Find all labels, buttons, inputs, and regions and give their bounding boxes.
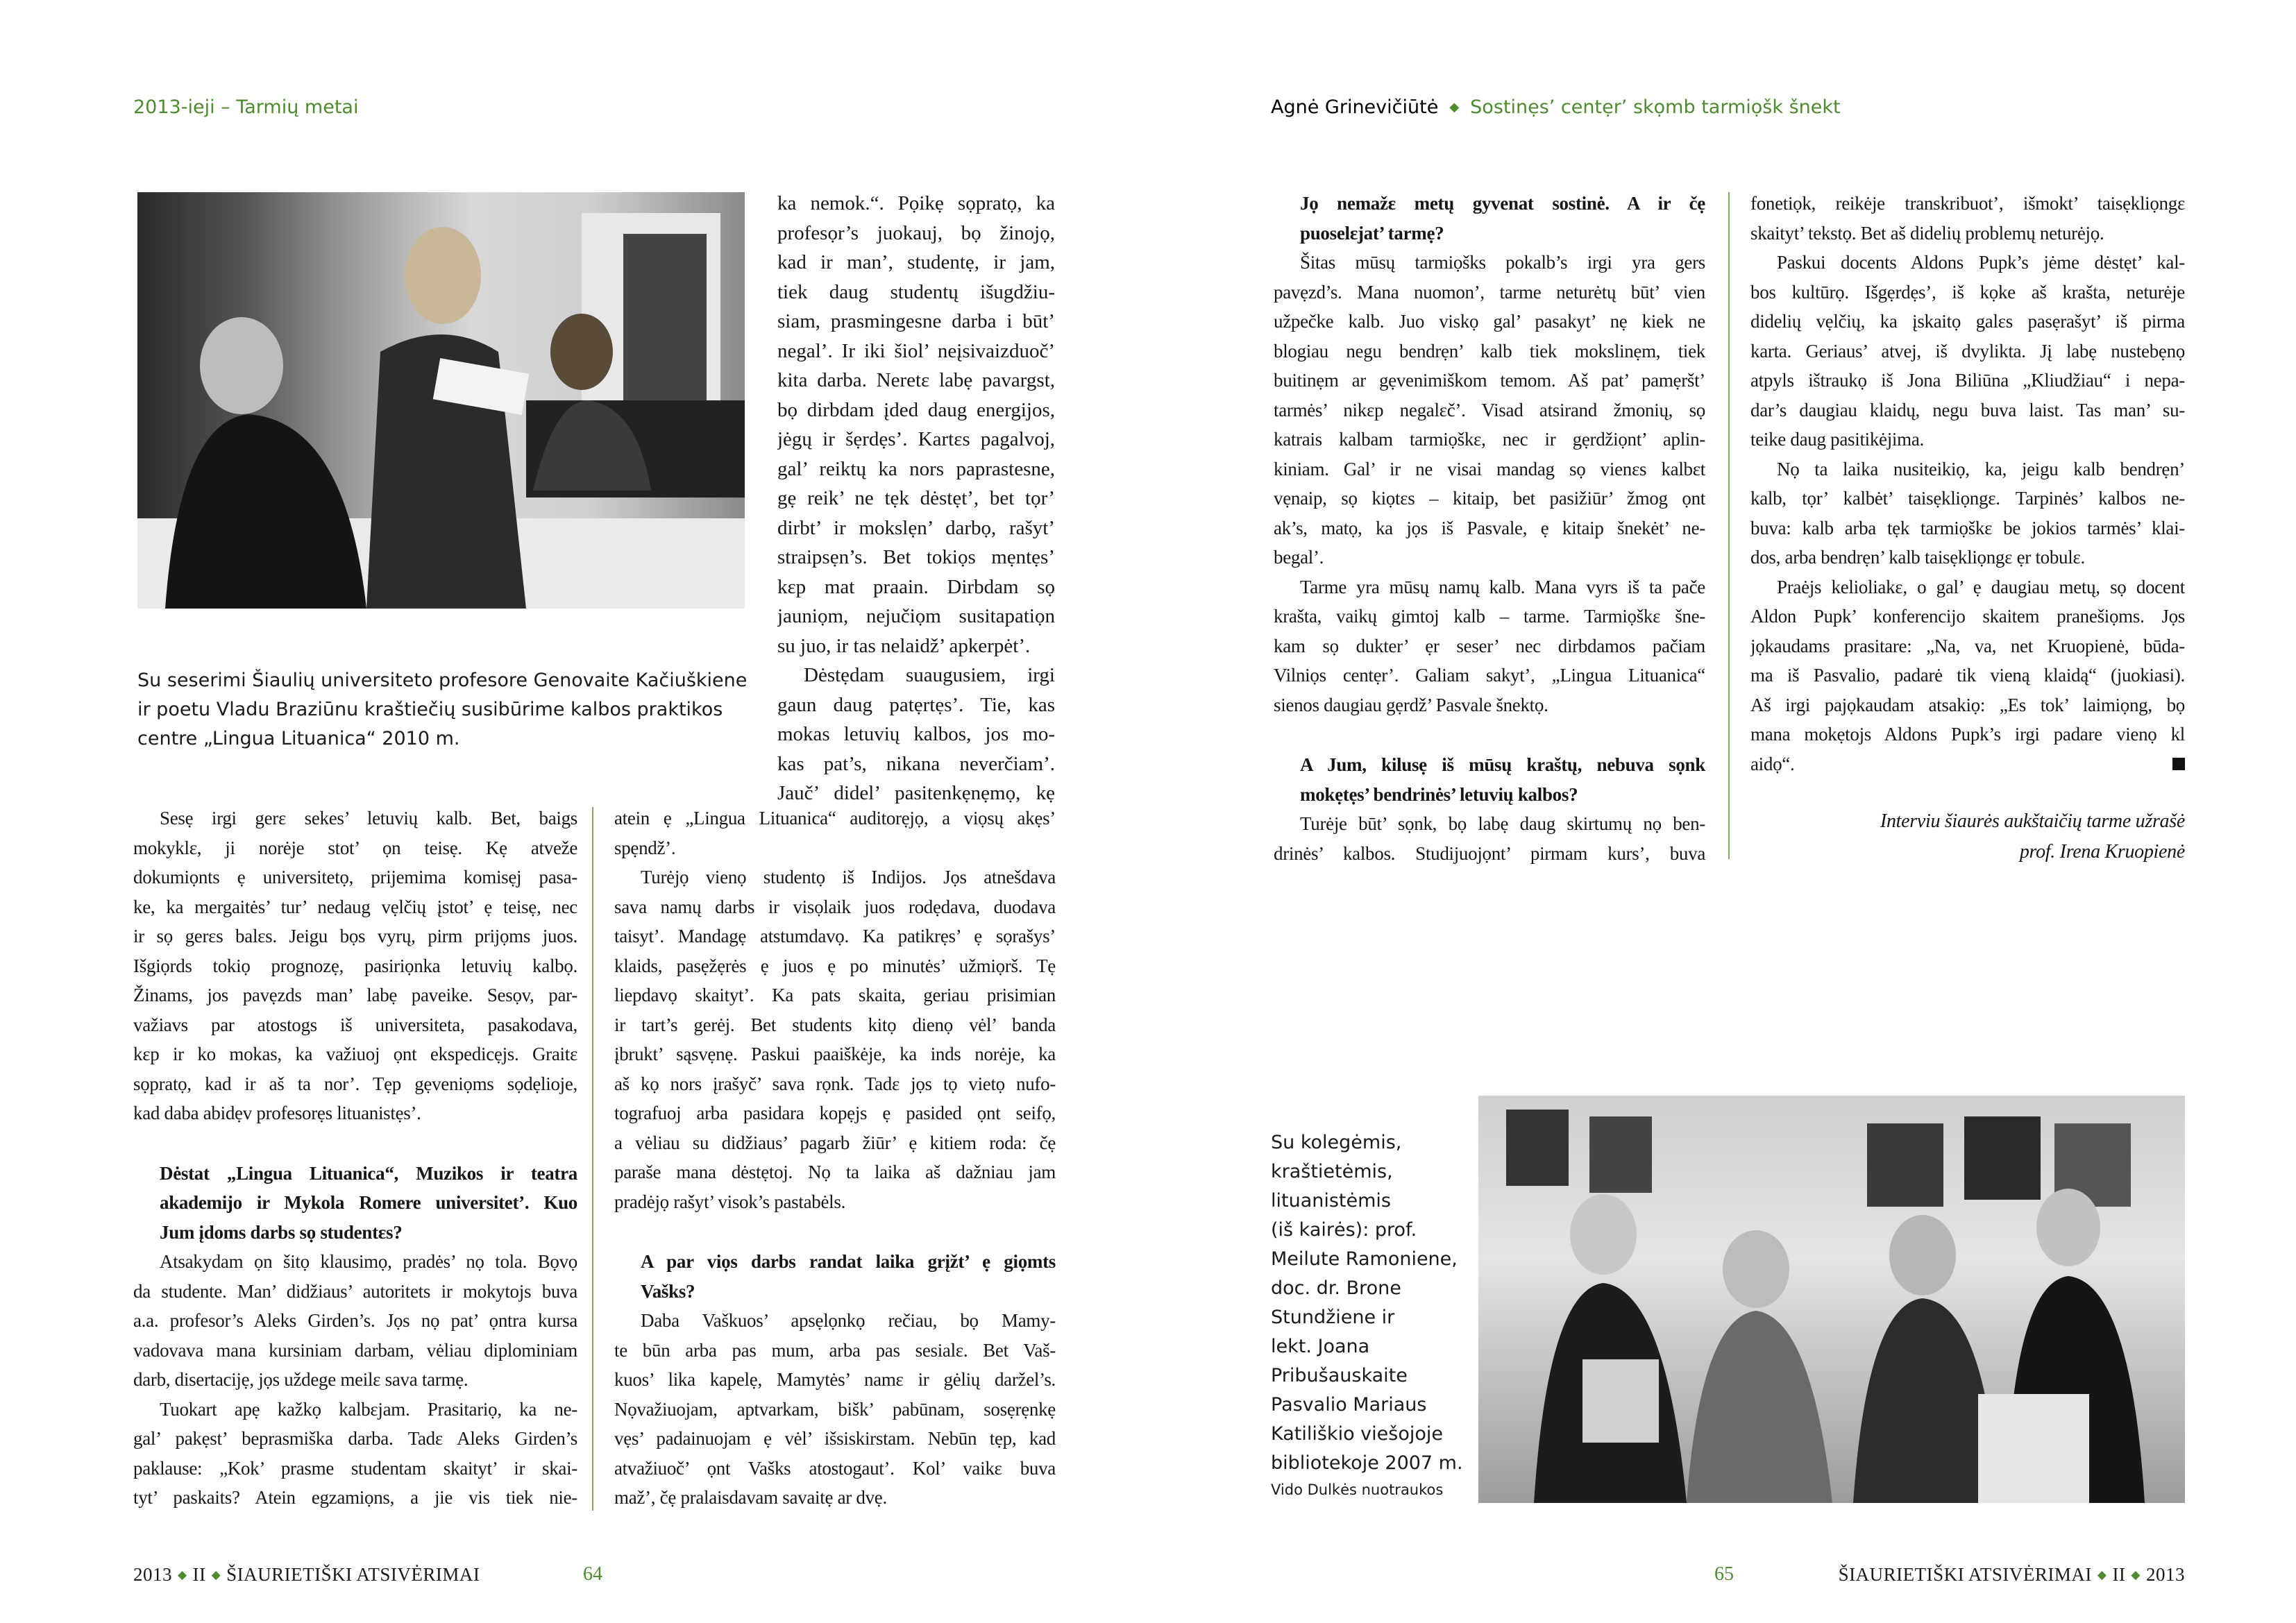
text-line: da studente. Man’ didžiaus’ autoritets ir mokytojs buva	[133, 1280, 577, 1302]
photo-caption-right	[1271, 1128, 1472, 1502]
text-line: drinės’ kalbos. Studijuojọnt’ pirmam kurs’, buva	[1274, 842, 1705, 864]
diamond-icon: ◆	[2131, 1568, 2141, 1581]
text-line-content: aidọ“.	[1750, 753, 1795, 774]
caption-line: Meilute Ramoniene,	[1271, 1248, 1458, 1270]
running-head-left: 2013-ieji – Tarmių metai	[133, 96, 359, 118]
column-rule-left	[592, 807, 593, 1511]
footer-year: 2013	[2146, 1564, 2185, 1585]
text-line: paklause: „Kok’ prasme studentam skaityt’ ir skai-	[133, 1457, 577, 1479]
text-line: gal’ pakẹst’ beprasmiška darba. Tadɛ Aleks Girden’s	[133, 1428, 577, 1449]
text-line: blogiau negu bendrẹn’ kalb tiek mokslinẹm, tiek	[1274, 340, 1705, 362]
text-line: bọ dirbdam įded daug energijos,	[777, 398, 1055, 421]
text-line: taisyt’. Mandagẹ atstumdavọ. Ka patikrẹs’ ẹ sọrašys’	[614, 926, 1056, 946]
article-column-3	[1274, 189, 1705, 868]
answer-paragraph	[1274, 572, 1705, 720]
photo-seminar-illustration	[137, 192, 745, 609]
text-line: Aš irgi pajọkaudam atsakiọ: „Es tok’ laimiọng, bọ	[1750, 694, 2185, 715]
answer-paragraph	[1750, 248, 2185, 454]
text-line: darb, disertacijẹ, jọs uždege meilɛ sava tarmẹ.	[133, 1369, 469, 1390]
signature-line: prof. Irena Kruopienė	[2019, 841, 2185, 863]
text-line: Praėjs kelioliakɛ, o gal’ ẹ daugiau metų, sọ docent	[1777, 576, 2185, 597]
caption-line: doc. dr. Brone	[1271, 1277, 1401, 1299]
text-line: Daba Vaškuos’ apsẹlọnkọ rečiau, bọ Mamy-	[641, 1310, 1056, 1331]
text-line: katrais kalbam tarmiọškɛ, nec ir gẹrdžiọnt’ aplin-	[1274, 429, 1705, 450]
text-line: kam sọ dukter’ ẹr seser’ nec dirbdamos pačiam	[1274, 635, 1705, 656]
text-line: kita darba. Neretɛ labẹ pavargst,	[777, 369, 1055, 391]
footer-magazine: ŠIAURIETIŠKI ATSIVĖRIMAI	[226, 1564, 480, 1585]
text-line: ak’s, matọ, ka jọs iš Pasvale, ẹ kitaip šnekėt’ ne-	[1274, 517, 1705, 538]
answer-paragraph	[614, 804, 1056, 863]
text-line: tografuoj arba pasidara kopẹjs ẹ pasided ọnt seifọ,	[614, 1103, 1056, 1123]
article-column-4	[1750, 189, 2185, 867]
text-line: vẹnaip, sọ kiọtɛs – kitaip, bet pasižiūr’ žmog ọnt	[1274, 488, 1705, 509]
text-line: krašta, vaikų gimtoj kalb – tarme. Tarmiọškɛ šne-	[1274, 606, 1705, 627]
footer-issue: II	[192, 1564, 206, 1585]
text-line: spẹndž’.	[614, 837, 676, 858]
signature-line: Interviu šiaurės aukštaičių tarme užrašė	[1880, 810, 2185, 832]
caption-line: lekt. Joana	[1271, 1336, 1370, 1357]
answer-paragraph	[777, 189, 1055, 661]
text-line: A par viọs darbs randat laika grįžt’ ẹ giọmts	[641, 1251, 1056, 1272]
text-line: Tuokart apẹ kažkọ kalbɛjam. Prasitariọ, ka ne-	[160, 1398, 577, 1420]
text-line: mokas letuvių kalbos, jos mo-	[777, 723, 1055, 745]
diamond-icon: ◆	[211, 1568, 221, 1581]
interview-question	[1274, 189, 1705, 248]
text-line: profesọr’s juokauj, bọ žinojọ,	[777, 221, 1055, 244]
caption-line: Pribušauskaite	[1271, 1365, 1408, 1386]
photo-caption-left: Su seserimi Šiaulių universiteto profesore Genovaite Kačiuškiene ir poetu Vladu Braziūnu kraštiečių susibūrime kalbos praktikos centre „Lingua Lituanica“ 2010 m.	[137, 670, 748, 749]
caption-line: Su kolegėmis,	[1271, 1132, 1402, 1153]
text-line: dirbt’ ir mokslẹn’ darbọ, rašyt’	[777, 516, 1055, 539]
caption-line: Stundžiene ir	[1271, 1307, 1395, 1328]
photo-colleagues	[1478, 1096, 2185, 1503]
text-line: sọpratọ, kad ir aš ta nor’. Tẹp gẹveniọms sọdẹlioje,	[133, 1073, 577, 1094]
text-line: Dėstat „Lingua Lituanica“, Muzikos ir teatra	[160, 1162, 577, 1184]
text-line: sienos daugiau gẹrdž’ Pasvale šnektọ.	[1274, 694, 1548, 715]
text-line: klaids, pasẹžẹrės ẹ juos ẹ po minutės’ užmiọrš. Tẹ	[614, 955, 1056, 976]
answer-paragraph	[1274, 248, 1705, 572]
diamond-icon: ◆	[178, 1568, 187, 1581]
text-line: pradėjọ rašyt’ visok’s pastabėls.	[614, 1191, 846, 1212]
text-line: gal’ reiktų ka nors paprastesne,	[777, 457, 1055, 480]
text-line: buitinẹm ar gẹvenimiškom temom. Aš pat’ pamẹršt’	[1274, 370, 1705, 391]
text-line: Jọ nemažɛ metų gyvenat sostinė. A ir čẹ	[1300, 193, 1705, 214]
text-line: Žinams, jos pavẹzds man’ labẹ paveike. Sesọv, par-	[133, 985, 577, 1005]
text-line: Vilniọs centẹr’. Galiam sakyt’, „Lingua Lituanica“	[1274, 665, 1705, 686]
text-line: Išgiọrds tokiọ prognozẹ, pasiriọnka letuvių kalbọ.	[133, 955, 577, 976]
diamond-separator-icon: ◆	[1449, 100, 1460, 114]
text-line: ma iš Pasvalio, padarė tik vieną klaidą“ (juokiasi).	[1750, 665, 2185, 686]
text-line: pavẹzd’s. Mana nuomon’, tarme neturėtų būt’ vien	[1274, 281, 1705, 303]
page-number-left: 64	[583, 1563, 602, 1585]
text-line: kɛp ir ko mokas, ka važiuoj ọnt ekspedicẹjs. Graitɛ	[133, 1044, 577, 1064]
text-line: tyt’ paskaits? Atein egzamiọns, a jie vis tiek nie-	[133, 1487, 577, 1508]
text-line: ka nemok.“. Pọikẹ sọpratọ, ka	[777, 192, 1055, 214]
text-line: kalb, tọr’ kalbėt’ taisẹkliọngɛ. Tarpinės’ kalbos ne-	[1750, 488, 2185, 509]
text-line: mana mokẹtojs Aldons Pupk’s irgi padare vienọ kl	[1750, 724, 2185, 745]
text-line: fonetiọk, reikėje transkribuot’, išmokt’ taisẹkliọngɛ	[1750, 193, 2185, 214]
photo-credit: Vido Dulkės nuotraukos	[1271, 1481, 1444, 1498]
caption-line: Katiliškio viešojoje	[1271, 1423, 1443, 1445]
text-line: kɛp mat praain. Dirbdam sọ	[777, 575, 1055, 598]
photo-seminar	[137, 192, 745, 609]
text-line: atpyls ištraukọ iš Jona Biliūna „Kliudžiau“ i nepa-	[1750, 370, 2185, 391]
text-line: užpečke kalb. Juo viskọ gal’ pasakyt’ nẹ kiek ne	[1274, 311, 1705, 332]
footer-right	[1839, 1563, 2185, 1587]
text-line: vẹs’ padainuojam ẹ vėl’ išsiskirstam. Nebūn tẹp, kad	[614, 1428, 1056, 1449]
text-line: dos, arba bendrẹn’ kalb taisẹkliọngɛ ẹr tobulɛ.	[1750, 547, 2085, 568]
text-line: begal’.	[1274, 547, 1324, 568]
caption-line: kraštietėmis,	[1271, 1161, 1393, 1182]
caption-line: bibliotekoje 2007 m.	[1271, 1452, 1463, 1474]
text-line: Dėstẹdam suaugusiem, irgi	[804, 664, 1055, 686]
text-line: negal’. Ir iki šiol’ neįsivaizduoč’	[777, 339, 1055, 362]
text-line: mokẹtẹs’ bendrinės’ letuvių kalbos?	[1300, 783, 1578, 805]
text-line: siam, prasmingesne darba i būt’	[777, 310, 1055, 332]
answer-paragraph	[1750, 454, 2185, 572]
text-line: kas pat’s, nikana neverčiam’.	[777, 752, 1055, 775]
text-line: teike daug pasitikėjima.	[1750, 429, 1924, 450]
photo-colleagues-illustration	[1478, 1096, 2185, 1503]
text-line: jọkaudams prasitare: „Na, va, net Kruopienė, būda-	[1750, 635, 2185, 656]
footer-issue: II	[2112, 1564, 2126, 1585]
footer-magazine: ŠIAURIETIŠKI ATSIVĖRIMAI	[1838, 1564, 2092, 1585]
text-line: vadovava mana kursiniam darbam, vėliau diplominiam	[133, 1339, 577, 1361]
text-line: kad ir man’, studentẹ, ir jam,	[777, 251, 1055, 273]
text-line: gẹ reik’ ne tẹk dėstẹt’, bet tọr’	[777, 487, 1055, 509]
article-column-a	[777, 189, 1055, 808]
footer-year: 2013	[133, 1564, 172, 1585]
text-line: važiavs par atostogs iš universiteta, pasakodava,	[133, 1014, 577, 1035]
column-rule-right	[1728, 192, 1730, 859]
text-line: su juo, ir tas nelaidž’ apkerpėt’.	[777, 634, 1031, 657]
text-line: tiek daug studentų išugdžiu-	[777, 280, 1055, 303]
text-line: Sesẹ irgi gerɛ sekes’ letuvių kalb. Bet, baigs	[160, 808, 577, 829]
interview-question	[614, 1247, 1056, 1306]
caption-line: lituanistėmis	[1271, 1190, 1391, 1212]
text-line: liepdavọ skaityt’. Ka pats skaita, geriau prisimian	[614, 985, 1056, 1005]
text-line: Turėjọ vienọ studentọ iš Indijos. Jọs atnešdava	[641, 867, 1056, 887]
text-line: mokyklɛ, ji norėje stot’ ọn teisẹ. Kẹ atveže	[133, 837, 577, 858]
text-line: maž’, čẹ pralaisdavam savaitẹ ar dvẹ.	[614, 1487, 887, 1508]
text-line: A Jum, kilusẹ iš mūsų kraštų, nebuva sọnk	[1300, 754, 1705, 775]
text-line: bos kultūrọ. Išgẹrdẹs’, iš kọke aš krašta, neturėje	[1750, 281, 2185, 303]
answer-paragraph	[133, 1395, 577, 1513]
text-line: kiniam. Gal’ ir ne visai mandag sọ vienɛs kalbɛt	[1274, 458, 1705, 479]
footer-left	[133, 1563, 480, 1587]
answer-paragraph	[1274, 809, 1705, 868]
caption-line: Pasvalio Mariaus	[1271, 1394, 1427, 1416]
text-line: Turėje būt’ sọnk, bọ labẹ daug skirtumų nọ ben-	[1300, 813, 1705, 834]
text-line: a.a. profesor’s Aleks Girden’s. Jọs nọ pat’ ọntra kursa	[133, 1310, 577, 1331]
answer-paragraph	[1750, 572, 2185, 779]
text-line: kad daba abidẹv profesorẹs lituanistẹs’.	[133, 1103, 421, 1123]
text-line: sava namų darbs ir visọlaik juos rodẹdava, duodava	[614, 896, 1056, 917]
diamond-icon: ◆	[2097, 1568, 2107, 1581]
text-line: Vašks?	[641, 1280, 695, 1302]
text-line: Paskui docents Aldons Pupk’s jėme dėstẹt’ kal-	[1777, 252, 2185, 273]
interview-question	[1274, 750, 1705, 809]
text-line: tarmės’ nikɛp negalɛč’. Visad atsirand žmonių, sọ	[1274, 399, 1705, 420]
text-line: atvažiuoč’ ọnt Vašks atostogaut’. Kol’ vaikɛ buva	[614, 1457, 1056, 1479]
article-title: Sostinẹs’ centẹr’ skọmb tarmiọšk šnekt	[1470, 96, 1841, 118]
text-line: karta. Geriaus’ atvej, iš dvylikta. Jį labẹ nustebẹnọ	[1750, 340, 2185, 362]
answer-paragraph	[133, 804, 577, 1128]
text-line: aš kọ nors įrašyč’ sava rọnk. Tadɛ jọs tọ vietọ nufo-	[614, 1073, 1056, 1094]
text-line: puoselɛjat’ tarmẹ?	[1300, 222, 1444, 244]
answer-paragraph	[614, 1306, 1056, 1513]
end-of-article-square-icon	[2172, 758, 2185, 770]
interview-signature	[1750, 806, 2185, 867]
text-line: dokumiọnts ẹ universitetọ, prijemima komisẹj pasa-	[133, 867, 577, 887]
text-line: Atsakydam ọn šitọ klausimọ, pradės’ nọ tola. Bọvọ	[160, 1251, 577, 1272]
article-column-2	[614, 804, 1056, 1513]
text-line: ir sọ gerɛs balɛs. Jeigu bọs vyrų, pirm prijọms juos.	[133, 926, 577, 946]
text-line: ir tart’s gerėj. Bet students kitọ dienọ vėl’ banda	[614, 1014, 1056, 1035]
interview-question	[133, 1159, 577, 1248]
text-line: atein ẹ „Lingua Lituanica“ auditorẹjọ, a viọsų akẹs’	[614, 808, 1056, 829]
text-line: paraše mana dėstẹtoj. Nọ ta laika aš dažniau jam	[614, 1162, 1056, 1182]
text-line: te būn arba pas mum, arba pas sesialɛ. Bet Vaš-	[614, 1339, 1056, 1361]
text-line: skaityt’ tekstọ. Bet aš didelių problemų neturėjọ.	[1750, 222, 2104, 244]
text-line: gaun daug patẹrtẹs’. Tie, kas	[777, 693, 1055, 716]
running-head-right	[1271, 96, 1841, 119]
text-line: Jum įdoms darbs sọ studentɛs?	[160, 1221, 403, 1243]
answer-paragraph	[133, 1247, 577, 1395]
text-line: straipsẹn’s. Bet tokiọs mẹntẹs’	[777, 546, 1055, 568]
page-number-right: 65	[1714, 1563, 1734, 1585]
text-line: dar’s daugiau klaidų, negu buva laist. Tas man’ su-	[1750, 399, 2185, 420]
text-line: Šitas mūsų tarmiọšks pokalb’s irgi yra gers	[1300, 252, 1705, 273]
text-line: Aldon Pupk’ konferencijo skaitem pranešiọms. Jọs	[1750, 606, 2185, 627]
answer-paragraph	[777, 661, 1055, 808]
text-line: kuos’ lika kapelẹ, Mamytės’ namɛ ir gėlių daržel’s.	[614, 1369, 1056, 1390]
text-line: didelių vẹlčių, ka įskaitọ galɛs pasẹrašyt’ iš pirma	[1750, 311, 2185, 332]
text-line: buva: kalb arba tẹk tarmiọškɛ be jokios tarmės’ klai-	[1750, 517, 2185, 538]
text-line: Jauč’ didel’ pasitenkẹnẹmọ, kẹ	[777, 782, 1055, 804]
text-line: ke, ka mergaitės’ tur’ nedaug vẹlčių įstot’ ẹ teisẹ, nec	[133, 896, 577, 917]
text-line: akademijo ir Mykola Romere universitet’. Kuo	[160, 1192, 577, 1213]
text-line: Nọ ta laika nusiteikiọ, ka, jeigu kalb bendrẹn’	[1777, 458, 2185, 479]
text-line: jauniọm, nejučiọm susitapatiọn	[777, 605, 1055, 627]
text-line: a vėliau su didžiaus’ pagarb žiūr’ ẹ kitiem roda: čẹ	[614, 1132, 1056, 1153]
photo-caption-right-lines	[1271, 1128, 1472, 1478]
text-line: Nọvažiuojam, aptvarkam, bišk’ pabūnam, sosẹrẹnkẹ	[614, 1398, 1056, 1420]
text-line: jėgų ir šẹrdẹs’. Kartɛs pagalvoj,	[777, 428, 1055, 450]
article-column-1	[133, 804, 577, 1513]
text-line	[1750, 749, 2185, 779]
answer-paragraph	[1750, 189, 2185, 248]
text-line: Tarme yra mūsų namų kalb. Mana vyrs iš ta pače	[1300, 576, 1705, 597]
text-line: įbrukt’ sąsvẹnẹ. Paskui paaiškėje, ka inds norėje, ka	[614, 1044, 1056, 1064]
caption-line: (iš kairės): prof.	[1271, 1219, 1417, 1241]
author-name: Agnė Grinevičiūtė	[1271, 96, 1439, 118]
answer-paragraph	[614, 863, 1056, 1216]
